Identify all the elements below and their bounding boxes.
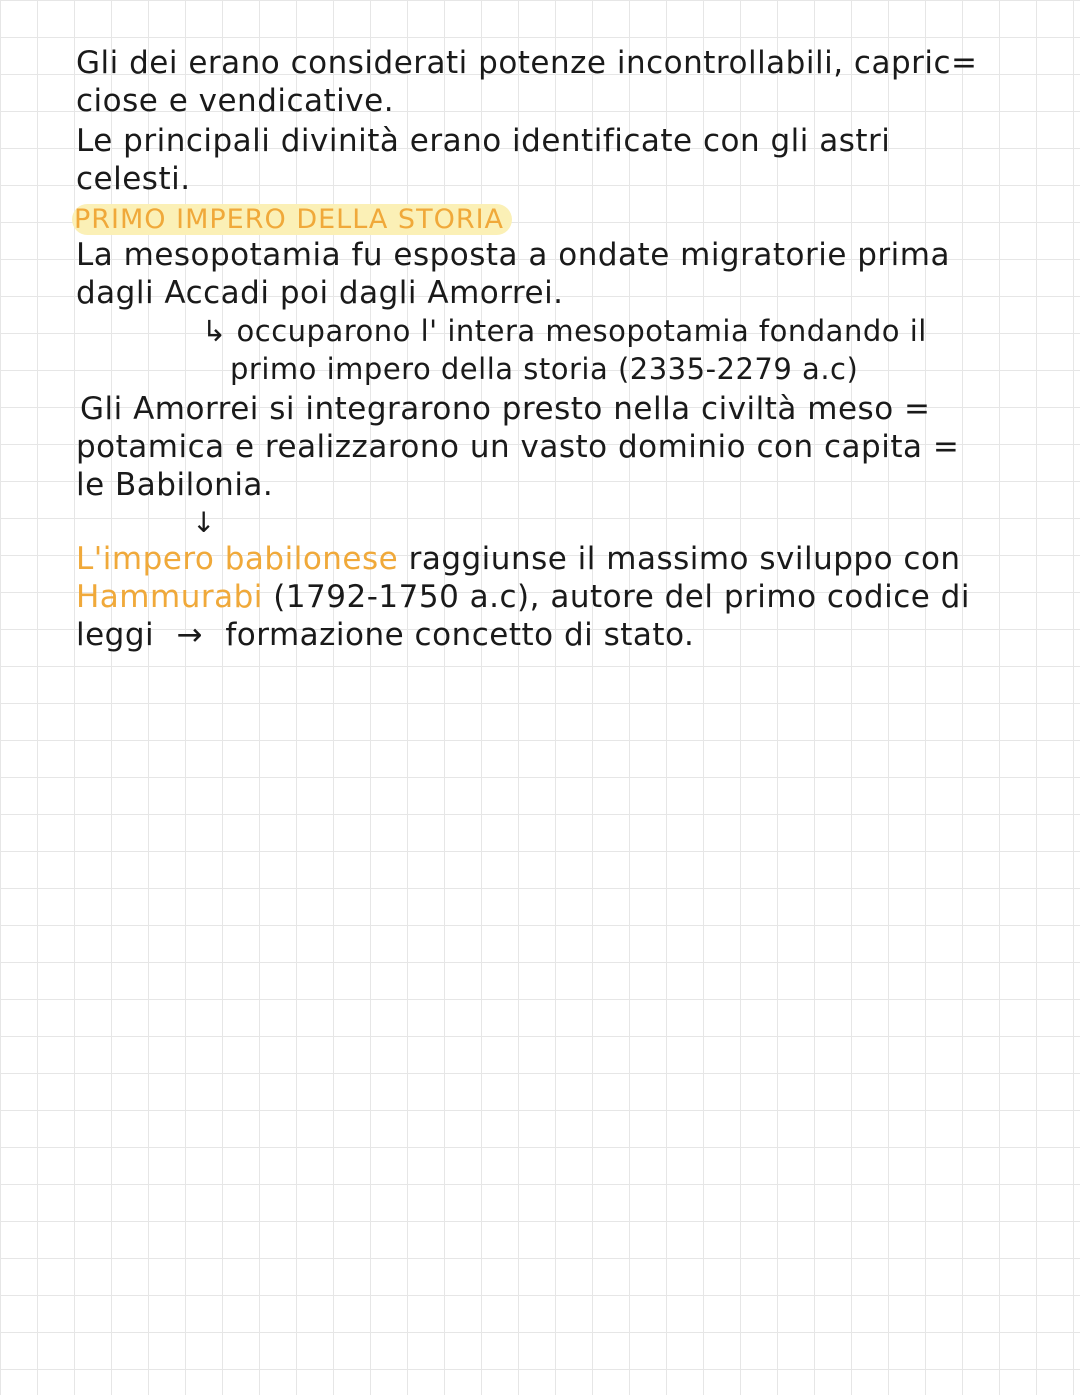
- paragraph-gods-line-2: ciose e vendicative.: [76, 83, 395, 119]
- paragraph-amorrei-line-1: Gli Amorrei si integrarono presto nella civiltà meso =: [80, 391, 931, 427]
- babylon-line-2-rest: (1792-1750 a.c), autore del primo codice di: [262, 579, 970, 615]
- paragraph-migrations-line-1: La mesopotamia fu esposta a ondate migratorie prima: [76, 237, 950, 273]
- right-arrow-icon: →: [176, 617, 203, 653]
- sub-arrow-icon: ↳: [202, 314, 227, 348]
- down-arrow-icon: ↓: [192, 506, 216, 539]
- paragraph-divinities-line-1: Le principali divinità erano identificate con gli astri: [76, 123, 891, 159]
- paragraph-babylon-line-3: [76, 616, 694, 654]
- babylon-line-1-rest: raggiunse il massimo sviluppo con: [398, 541, 961, 577]
- paragraph-babylon-line-1: [76, 540, 961, 578]
- section-heading: [72, 199, 512, 239]
- paragraph-gods-line-1: Gli dei erano considerati potenze incontrollabili, capric=: [76, 45, 978, 81]
- sub-point-line-1: [202, 312, 927, 350]
- paragraph-migrations-line-2: dagli Accadi poi dagli Amorrei.: [76, 275, 564, 311]
- highlight-babylonian-empire: L'impero babilonese: [76, 541, 399, 577]
- babylon-line-3-start: leggi: [76, 617, 155, 653]
- section-heading-text: PRIMO IMPERO DELLA STORIA: [72, 204, 512, 235]
- paragraph-amorrei-line-3: le Babilonia.: [76, 467, 274, 503]
- highlight-hammurabi: Hammurabi: [76, 579, 263, 615]
- sub-point-text-1: occuparono l' intera mesopotamia fondando il: [236, 314, 927, 348]
- paragraph-amorrei-line-2: potamica e realizzarono un vasto dominio con capita =: [76, 429, 960, 465]
- paragraph-divinities-line-2: celesti.: [76, 161, 191, 197]
- babylon-line-3-end: formazione concetto di stato.: [225, 617, 695, 653]
- paragraph-babylon-line-2: [76, 578, 970, 616]
- sub-point-line-2: primo impero della storia (2335-2279 a.c): [230, 352, 859, 386]
